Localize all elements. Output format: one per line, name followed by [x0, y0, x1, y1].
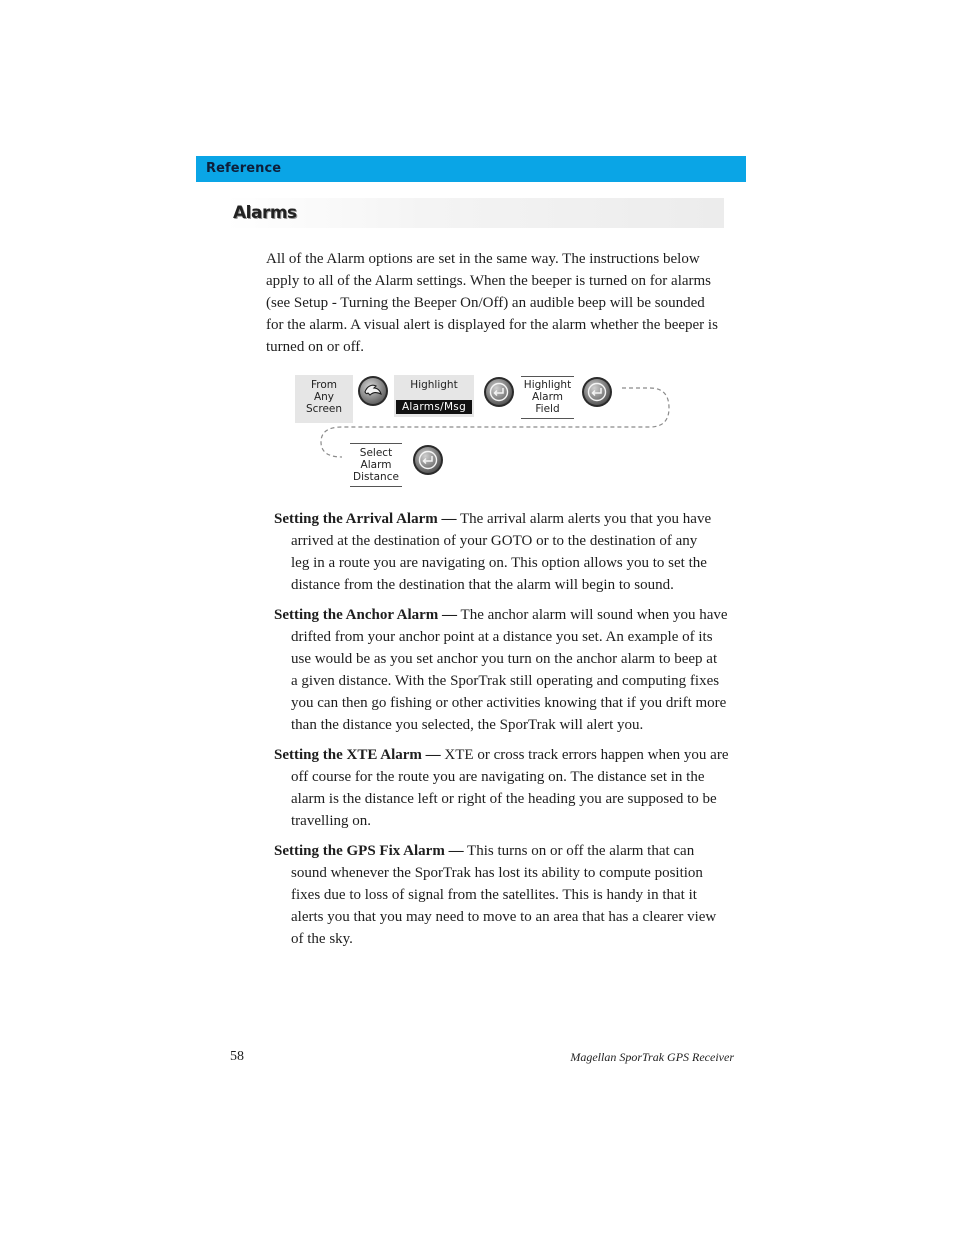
section-text: of the sky.: [291, 931, 353, 947]
arrival-alarm-paragraph: [274, 508, 744, 596]
flow-step-text: Field: [535, 403, 560, 415]
intro-line: apply to all of the Alarm settings. When the beeper is turned on for alarms: [266, 273, 712, 289]
enter-key-icon: [581, 376, 613, 408]
intro-line: All of the Alarm options are set in the same way. The instructions below: [266, 251, 700, 267]
section-heading: Setting the Arrival Alarm —: [274, 511, 457, 527]
gps-fix-alarm-paragraph: [274, 840, 744, 950]
section-text: travelling on.: [291, 813, 371, 829]
flow-step-text: Alarm: [360, 459, 392, 471]
flow-step-text: Distance: [353, 471, 399, 483]
flow-step-text: Highlight: [410, 379, 458, 391]
page-number: 58: [230, 1049, 244, 1064]
section-text: fixes due to loss of signal from the satellites. This is handy in that it: [291, 887, 697, 903]
flow-step-text: From: [310, 379, 337, 391]
flow-step-select-alarm-distance: [350, 443, 402, 487]
intro-line: for the alarm. A visual alert is displayed for the alarm whether the beeper is: [266, 317, 718, 333]
page-title: Alarms: [233, 203, 297, 223]
section-text: than the distance you selected, the SporTrak will alert you.: [291, 717, 644, 733]
flow-step-from-any-screen: [295, 375, 353, 423]
flow-step-highlight-alarms: [394, 375, 474, 417]
flow-step-text: Any: [313, 391, 335, 403]
flow-step-text: Alarm: [532, 391, 563, 403]
intro-paragraph: [266, 248, 726, 358]
section-text: distance from the destination that the alarm will begin to sound.: [291, 577, 674, 593]
section-text: The arrival alarm alerts you that you have: [456, 511, 712, 527]
footer-title: Magellan SporTrak GPS Receiver: [570, 1050, 734, 1064]
section-text: use would be as you set anchor you turn on the anchor alarm to beep at: [291, 651, 718, 667]
section-text: drifted from your anchor point at a distance you set. An example of its: [291, 629, 713, 645]
page-title-band: [226, 198, 724, 228]
section-header-bar: [196, 156, 746, 182]
section-text: off course for the route you are navigating on. The distance set in the: [291, 769, 705, 785]
flow-step-text: Highlight: [523, 379, 572, 391]
flow-step-text: Select: [359, 447, 393, 459]
section-text: This turns on or off the alarm that can: [463, 843, 695, 859]
section-header-label: Reference: [206, 161, 282, 176]
section-heading: Setting the XTE Alarm —: [274, 747, 441, 763]
section-text: a given distance. With the SporTrak still operating and computing fixes: [291, 673, 720, 689]
section-heading: Setting the GPS Fix Alarm —: [274, 843, 464, 859]
section-text: The anchor alarm will sound when you have: [457, 607, 728, 623]
anchor-alarm-paragraph: [274, 604, 744, 736]
enter-key-icon: [483, 376, 515, 408]
alarms-msg-chip: Alarms/Msg: [396, 400, 472, 414]
intro-line: (see Setup - Turning the Beeper On/Off) an audible beep will be sounded: [266, 295, 705, 311]
section-heading: Setting the Anchor Alarm —: [274, 607, 458, 623]
nav-key-icon: [357, 375, 389, 407]
xte-alarm-paragraph: [274, 744, 744, 832]
section-text: you can then go fishing or other activities knowing that if you drift more: [291, 695, 727, 711]
section-text: arrived at the destination of your GOTO or to the destination of any: [291, 533, 698, 549]
section-text: leg in a route you are navigating on. This option allows you to set the: [291, 555, 707, 571]
intro-line: turned on or off.: [266, 339, 365, 355]
section-text: alerts you that you may need to move to an area that has a clearer view: [291, 909, 717, 925]
enter-key-icon: [412, 444, 444, 476]
section-text: alarm is the distance left or right of the heading you are supposed to be: [291, 791, 717, 807]
section-text: sound whenever the SporTrak has lost its ability to compute position: [291, 865, 703, 881]
flow-step-text: Screen: [305, 403, 343, 415]
section-text: XTE or cross track errors happen when you are: [440, 747, 729, 763]
flow-step-highlight-alarm-field: [521, 376, 574, 419]
